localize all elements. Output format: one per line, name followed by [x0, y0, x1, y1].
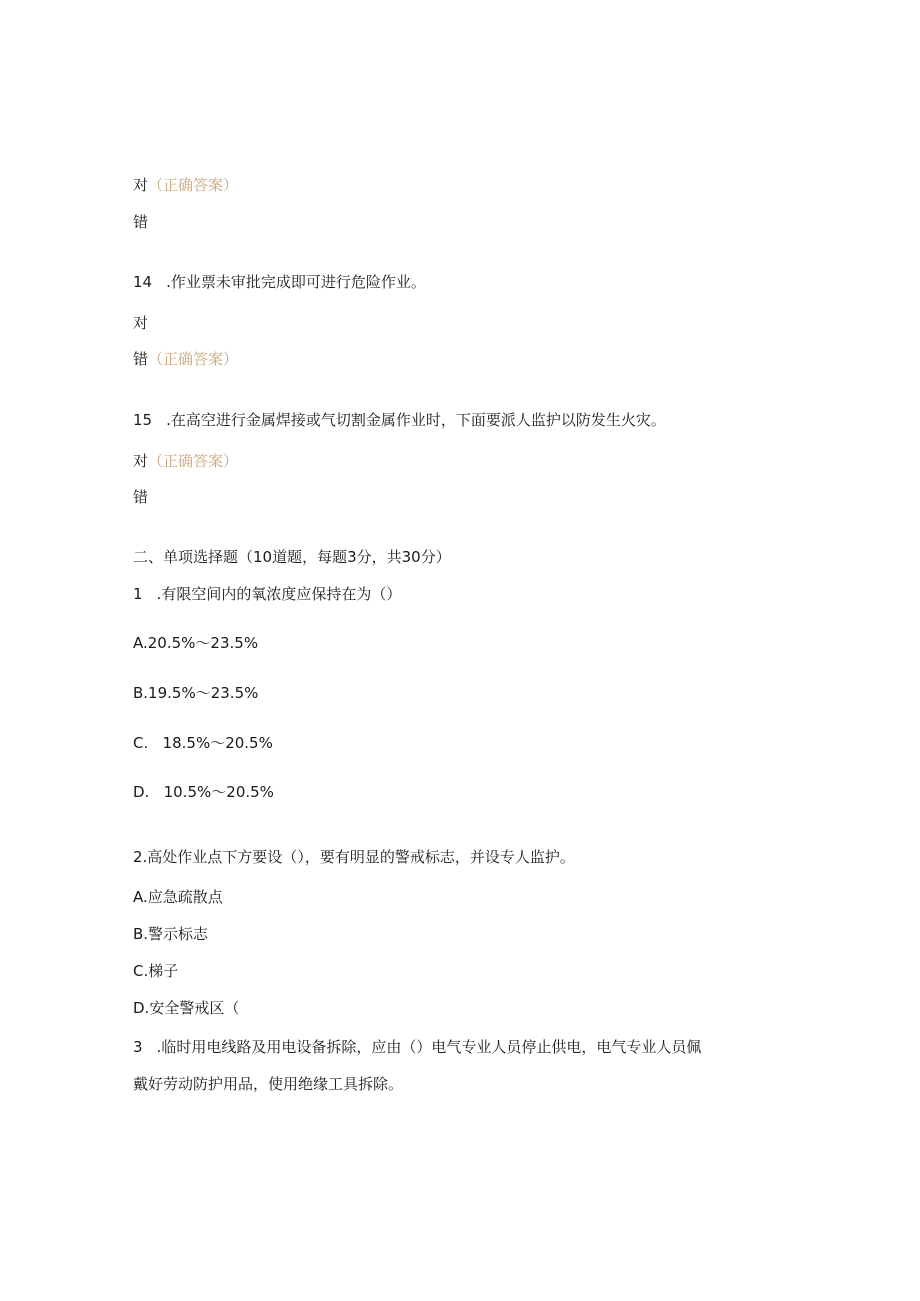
question-text: .在高空进行金属焊接或气切割金属作业时，下面要派人监护以防发生火灾。 [166, 411, 666, 429]
question-number: 15 [133, 411, 153, 429]
mc-question-1 [133, 584, 401, 604]
option-true [133, 313, 148, 333]
option-false [133, 487, 148, 507]
mc-question-2: 2.高处作业点下方要设（），要有明显的警戒标志，并设专人监护。 [133, 848, 575, 866]
question-number: 3 [133, 1038, 143, 1056]
question-number: 1 [133, 585, 143, 603]
question-15 [133, 410, 666, 430]
question-text: .作业票未审批完成即可进行危险作业。 [166, 273, 426, 291]
option-label: 对 [133, 176, 149, 194]
option-label: 错 [133, 488, 149, 506]
question-text-continued: 戴好劳动防护用品，使用绝缘工具拆除。 [133, 1075, 404, 1093]
mc-option-b: B.19.5%～23.5% [133, 684, 259, 702]
option-label: 错 [133, 213, 149, 231]
mc-option-c: C. 18.5%～20.5% [133, 734, 273, 752]
question-text: .临时用电线路及用电设备拆除，应由（）电气专业人员停止供电，电气专业人员佩 [156, 1038, 702, 1056]
option-label: 错 [133, 350, 149, 368]
mc-option-d: D. 10.5%～20.5% [133, 783, 274, 801]
question-text: .有限空间内的氧浓度应保持在为（） [156, 585, 402, 603]
mc-question-3 [133, 1037, 701, 1057]
option-false [133, 212, 148, 232]
correct-answer-mark: （正确答案） [148, 176, 239, 194]
option-true [133, 451, 238, 471]
correct-answer-mark: （正确答案） [148, 350, 239, 368]
option-label: 对 [133, 314, 149, 332]
option-true [133, 175, 238, 195]
option-false [133, 349, 238, 369]
mc-option-b: B.警示标志 [133, 925, 209, 943]
correct-answer-mark: （正确答案） [148, 452, 239, 470]
mc-option-a: A.应急疏散点 [133, 888, 223, 906]
option-label: 对 [133, 452, 149, 470]
mc-option-d: D.安全警戒区（ [133, 999, 240, 1017]
mc-option-c: C.梯子 [133, 962, 179, 980]
mc-option-a: A.20.5%～23.5% [133, 634, 259, 652]
question-14 [133, 272, 426, 292]
section-heading: 二、单项选择题（10道题，每题3分，共30分） [133, 548, 451, 566]
question-number: 14 [133, 273, 153, 291]
